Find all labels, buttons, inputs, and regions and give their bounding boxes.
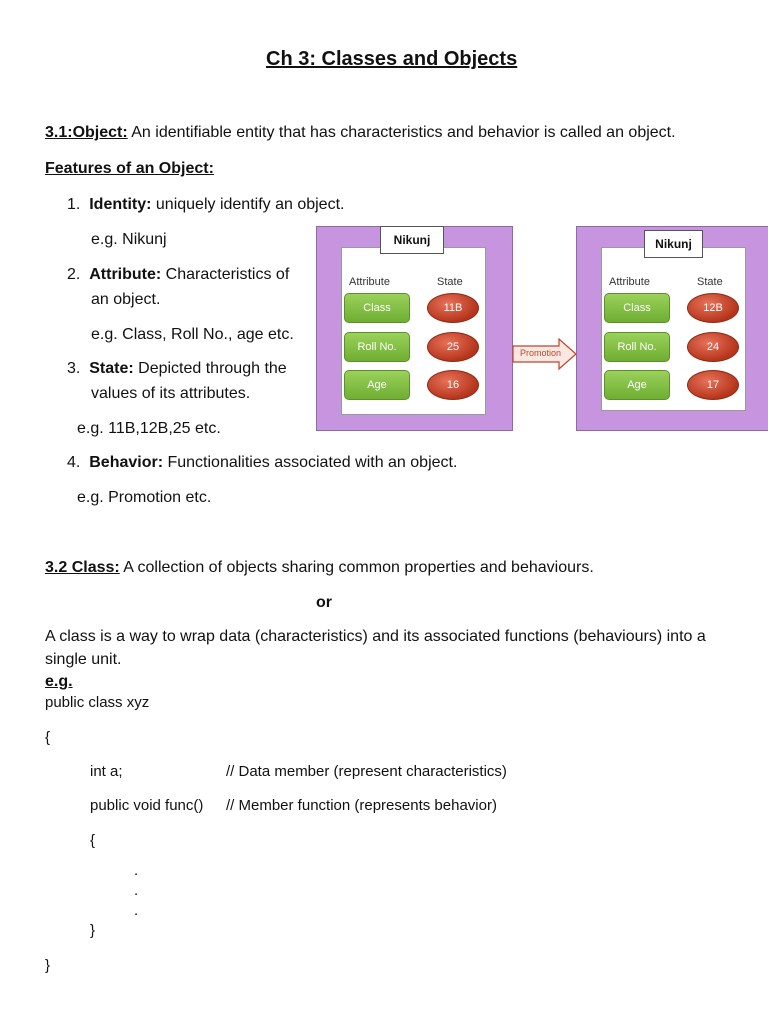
state-age-value: 17 (687, 370, 739, 400)
code-data-member: int a; (90, 763, 123, 780)
feature-state-example: e.g. 11B,12B,25 etc. (77, 420, 221, 437)
attribute-age: Age (344, 370, 410, 400)
feature-number: 1. (67, 196, 81, 213)
attribute-roll-no: Roll No. (604, 332, 670, 362)
feature-behavior (67, 454, 457, 472)
attribute-column-header: Attribute (609, 276, 650, 288)
code-open-brace: { (45, 729, 51, 746)
feature-name: State: (89, 360, 134, 377)
feature-state (67, 360, 287, 378)
code-ellipsis-dot: . (134, 862, 139, 879)
code-class-declaration: public class xyz (45, 694, 150, 711)
features-heading: Features of an Object: (45, 160, 214, 177)
object-definition (45, 124, 676, 142)
attribute-column-header: Attribute (349, 276, 390, 288)
attribute-class: Class (604, 293, 670, 323)
class-definition-text: A collection of objects sharing common properties and behaviours. (119, 559, 594, 576)
feature-name: Behavior: (89, 454, 164, 471)
feature-identity-example: e.g. Nikunj (91, 231, 167, 248)
feature-attribute-desc-cont: an object. (91, 291, 161, 308)
object-card (601, 247, 746, 411)
code-close-brace: } (45, 957, 51, 974)
or-separator: or (316, 594, 332, 611)
class-paragraph-line2: single unit. (45, 651, 122, 668)
state-roll-no-value: 24 (687, 332, 739, 362)
code-member-function-comment: // Member function (represents behavior) (226, 797, 497, 814)
attribute-class: Class (344, 293, 410, 323)
feature-number: 2. (67, 266, 81, 283)
section-3-1-label: 3.1:Object: (45, 124, 128, 141)
class-definition (45, 559, 594, 577)
feature-state-desc-cont: values of its attributes. (91, 385, 251, 402)
feature-desc: uniquely identify an object. (151, 196, 345, 213)
object-name-label: Nikunj (644, 230, 703, 258)
feature-name: Attribute: (89, 266, 162, 283)
state-class-value: 11B (427, 293, 479, 323)
object-card (341, 247, 486, 415)
promotion-arrow-label: Promotion (520, 348, 562, 358)
state-age-value: 16 (427, 370, 479, 400)
object-definition-text: An identifiable entity that has characteristics and behavior is called an object. (127, 124, 676, 141)
feature-attribute (67, 266, 289, 284)
code-function-open-brace: { (90, 832, 96, 849)
class-paragraph-line1: A class is a way to wrap data (characteristics) and its associated functions (behaviours) into a (45, 628, 706, 645)
code-ellipsis-dot: . (134, 902, 139, 919)
feature-behavior-example: e.g. Promotion etc. (77, 489, 212, 506)
code-ellipsis-dot: . (134, 882, 139, 899)
feature-desc: Functionalities associated with an object. (163, 454, 458, 471)
feature-attribute-example: e.g. Class, Roll No., age etc. (91, 326, 294, 343)
object-before-promotion (316, 226, 513, 431)
state-column-header: State (697, 276, 723, 288)
object-name-label: Nikunj (380, 226, 444, 254)
code-function-close-brace: } (90, 922, 96, 939)
code-member-function: public void func() (90, 797, 204, 814)
example-label: e.g. (45, 673, 73, 690)
feature-identity (67, 196, 344, 214)
feature-name: Identity: (89, 196, 152, 213)
feature-number: 3. (67, 360, 81, 377)
feature-number: 4. (67, 454, 81, 471)
page-title: Ch 3: Classes and Objects (266, 48, 518, 70)
feature-desc: Depicted through the (133, 360, 287, 377)
attribute-roll-no: Roll No. (344, 332, 410, 362)
code-data-member-comment: // Data member (represent characteristics) (226, 763, 507, 780)
state-class-value: 12B (687, 293, 739, 323)
attribute-age: Age (604, 370, 670, 400)
state-roll-no-value: 25 (427, 332, 479, 362)
state-column-header: State (437, 276, 463, 288)
feature-desc: Characteristics of (161, 266, 290, 283)
section-3-2-label: 3.2 Class: (45, 559, 120, 576)
